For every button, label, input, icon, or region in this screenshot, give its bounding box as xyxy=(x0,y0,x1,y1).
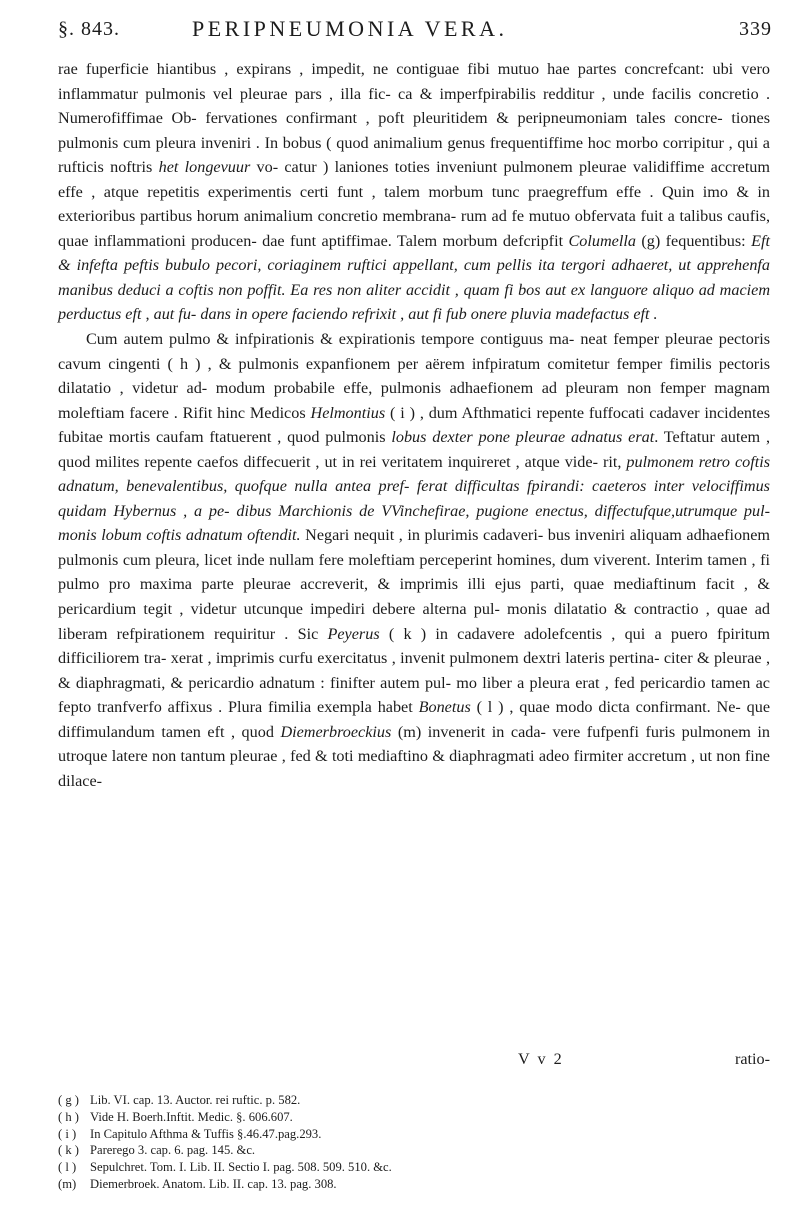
text-line: que diffimulandum tamen eft , quod xyxy=(58,698,771,741)
text-line: mo liber a pleura erat , fed pericardio tamen ac fepto tranfverfo affixus . xyxy=(58,673,770,717)
footnote-mark: (m) xyxy=(58,1176,77,1191)
footnote xyxy=(58,1109,770,1126)
catchword: ratio- xyxy=(734,1050,770,1068)
footnote-mark: ( i ) xyxy=(58,1126,77,1141)
quotation: accidit , quam fi bos aut ex languore aliquo ad maciem perductus eft , aut fu- xyxy=(58,280,771,324)
text-line: citer & pleurae , & diaphragmati, & pericardio adnatum : finifter autem pul- xyxy=(58,649,771,692)
text-line: rae fuperficie hiantibus , expirans , impedit, ne contiguae fibi mutuo hae xyxy=(58,60,570,78)
text-line: Cum autem pulmo & infpirationis & expirationis tempore contiguus ma- xyxy=(86,330,575,349)
footnote-mark: ( h ) xyxy=(58,1109,79,1124)
footnote-text: Lib. VI. cap. 13. Auctor. rei ruftic. p. 582. xyxy=(90,1093,301,1107)
footnote xyxy=(58,1176,770,1193)
text-line: milites repente caefos diffecuerit , ut in rei veritatem inquireret , atque vide- xyxy=(95,452,598,471)
book-page xyxy=(44,0,772,1208)
signature-mark: V v 2 xyxy=(518,1050,564,1068)
quotation: infefta peftis bubulo pecori, coriaginem ruftici appellant, cum pellis ita tergori xyxy=(76,256,606,275)
footnote-text: Sepulchret. Tom. I. Lib. II. Sectio I. pag. 508. 509. 510. &c. xyxy=(90,1160,392,1175)
footnote xyxy=(58,1159,770,1176)
text-line: toti mediaftino & diaphragmati adeo firmiter accretum , ut non fine dilace- xyxy=(58,747,770,790)
text-line: modum probabile effe, pulmonis adhaefionem ad pleuram non femper magnam xyxy=(215,379,770,398)
text-line: dae funt aptiffimae. Talem morbum defcripfit xyxy=(262,231,569,250)
text-line: neat femper pleurae pectoris cavum cingenti ( h ) , & pulmonis expanfionem xyxy=(58,330,771,373)
text-line: partes concrefcant: ubi vero inflammatur pulmonis vel pleurae pars , illa fic- xyxy=(58,60,770,103)
author-name: Diemerbroeckius xyxy=(280,722,392,741)
text-line: ca & imperfpirabilis redditur , unde facilis concretio . Numerofiffimae Ob- xyxy=(58,84,770,128)
text-line: vo- xyxy=(250,158,279,177)
text-line: Plura fimilia exempla habet xyxy=(228,698,419,717)
paragraph xyxy=(58,327,770,793)
text-line: . Teftatur autem , quod xyxy=(58,428,771,471)
footnote-text: Diemerbroek. Anatom. Lib. II. cap. 13. pag. 308. xyxy=(90,1176,337,1191)
quotation: pulmonem retro coftis adnatum, benevalentibus, quofque nulla antea pref- xyxy=(58,452,771,496)
text-line: monis dilatatio & contractio , quae ad liberam refpirationem requiritur . Sic xyxy=(58,600,771,643)
footnote-mark: ( l ) xyxy=(58,1160,77,1175)
page-number: 339 xyxy=(739,18,772,40)
text-line: repente fuffocati cadaver incidentes fubitae mortis caufam ftatuerent , quod xyxy=(58,403,770,447)
footnote-mark: ( g ) xyxy=(58,1093,79,1107)
text-line: bus inveniri aliquam adhaefionem pulmonis cum pleura, licet inde nullam fere xyxy=(58,526,771,569)
quotation: ferat difficultas fpirandi: caeteros inter velociffimus quidam Hybernus , a pe- xyxy=(58,477,770,520)
author-name: Bonetus xyxy=(418,698,471,717)
text-line: ( i ) , dum Afthmatici xyxy=(385,403,532,422)
text-line: frequentiffime hoc morbo corripitur , qui a rufticis noftris xyxy=(58,133,770,177)
text-line: moleftiam facere . Rifit hinc Medicos xyxy=(58,403,311,422)
text-line: rum ad fe mutuo obfervata fuit a talibus caufis, quae inflammationi producen- xyxy=(58,207,770,250)
text-line: facit , & pericardium tegit , videtur utcunque impediri debere alterna pul- xyxy=(58,575,770,619)
italic-term: het longevuur xyxy=(158,158,251,177)
footnote-mark: ( k ) xyxy=(58,1143,79,1158)
footnote xyxy=(58,1142,770,1159)
text-line: maxima parte pleurae accreverit, & imprimis illi ejus parti, quae mediaftinum xyxy=(139,575,697,594)
footnotes xyxy=(58,1092,770,1193)
running-header xyxy=(44,16,772,52)
section-number: §. 843. xyxy=(58,18,120,40)
text-line: Quin imo & in exterioribus partibus horum animalium concretio membrana- xyxy=(58,182,771,226)
text-line: per aërem infpiratum comitetur femper fimilis pectoris dilatatio , videtur ad- xyxy=(58,354,770,398)
quotation: Eft & xyxy=(58,231,770,275)
text-line: rit, xyxy=(602,452,627,471)
text-line: moleftiam perceperint homines, dum viverent. Interim tamen , fi pulmo pro xyxy=(58,550,770,594)
footnote xyxy=(58,1092,770,1109)
text-line: (m) invenerit in cada- xyxy=(391,722,546,741)
author-name: Helmontius xyxy=(310,403,386,422)
footnote xyxy=(58,1126,770,1143)
quotation: monis lobum coftis adnatum oftendit. xyxy=(58,526,301,545)
text-line: ( k ) in cadavere adolefcentis , qui a puero fpiritum difficiliorem tra- xyxy=(58,624,770,668)
text-line: fervationes confirmant , poft pleuritidem & peripneumoniam tales concre- xyxy=(205,109,723,128)
footnote-text: Vide H. Boerh.Inftit. Medic. §. 606.607. xyxy=(90,1109,293,1124)
text-line: tiones pulmonis cum pleura inveniri . In bobus ( quod animalium genus xyxy=(58,109,771,152)
catchline xyxy=(58,1050,770,1074)
text-line: xerat , imprimis curfu exercitatus , invenit pulmonem dextri lateris pertina- xyxy=(170,649,660,668)
quotation: dans in opere faciendo refrixit , aut fi fub onere pluvia madefactus eft . xyxy=(200,305,658,324)
quotation: dibus Marchionis de VVinchefirae, pugione enectus, diffectufque,utrumque pul- xyxy=(236,501,771,520)
text-line: Negari nequit , in plurimis cadaveri- xyxy=(300,526,544,545)
text-line: ( l ) , quae modo dicta confirmant. Ne- xyxy=(470,698,741,717)
footnote-text: Parerego 3. cap. 6. pag. 145. &c. xyxy=(90,1143,256,1158)
quotation: lobus dexter pone pleurae adnatus erat xyxy=(391,428,655,447)
author-name: Columella xyxy=(568,231,636,250)
author-name: Peyerus xyxy=(327,624,380,643)
quotation: adhaeret, ut apprehenfa manibus deduci a coftis non poffit. Ea res non aliter xyxy=(58,256,771,299)
text-line: pulmonis xyxy=(325,428,392,447)
footnote-text: In Capitulo Afthma & Tuffis §.46.47.pag.293. xyxy=(90,1126,322,1141)
text-line: vere fufpenfi furis pulmonem in utroque latere non tantum pleurae , fed & xyxy=(58,722,770,766)
text-line: (g) fequentibus: xyxy=(635,231,752,250)
main-text xyxy=(58,57,770,793)
paragraph xyxy=(58,57,770,327)
text-line: catur ) laniones toties inveniunt pulmonem pleurae validiffime accretum effe , xyxy=(58,158,770,201)
text-line: atque repetitis experimentis certi funt , talem morbum tunc praegreffum effe . xyxy=(103,182,654,201)
running-title: PERIPNEUMONIA VERA. xyxy=(192,16,508,41)
